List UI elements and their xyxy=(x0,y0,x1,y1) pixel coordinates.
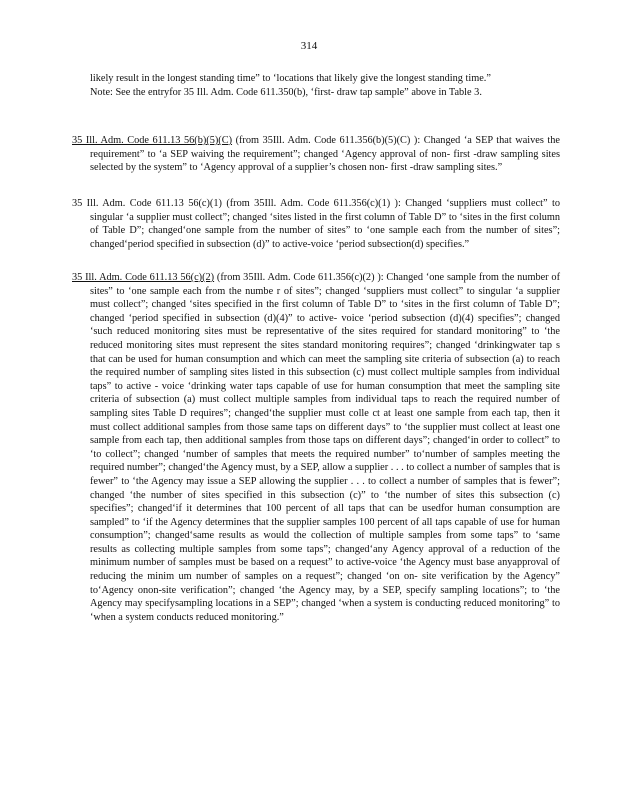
entry-citation: 35 Ill. Adm. Code 611.13 56(b)(5)(C) xyxy=(72,135,233,146)
entry-611-1356-c-2 xyxy=(72,271,560,624)
entry-611-1356-c-1 xyxy=(72,197,560,251)
intro-continuation: likely result in the longest standing time” to ‘locations that likely give the longest standing time.” xyxy=(90,73,491,84)
intro-block xyxy=(90,72,540,99)
entry-text: (from 35Ill. Adm. Code 611.356(c)(1) ): Changed ‘suppliers must collect” to singular ‘a supplier must collect”; changed ‘sites listed in the first column of Table D” to ‘sites in the first column of Table D”; changed‘one sample from the number of sites” to ‘one sample each from the number of sites”; changed‘period specified in subsection (d)” to active-voice ‘period subsection(d) specifies.” xyxy=(90,198,560,250)
entry-611-1356-b-5-c xyxy=(72,134,560,175)
entry-text: (from 35Ill. Adm. Code 611.356(b)(5)(C) ): Changed ‘a SEP that waives the requirement” to ‘a SEP waiving the requirement”; changed ‘Agency approval of non- first -draw sampling sites selected by the system” to ‘Agency approval of a supplier’s chosen non- first -draw sampling sites.” xyxy=(90,135,560,174)
entry-text: (from 35Ill. Adm. Code 611.356(c)(2) ): Changed ‘one sample from the number of sites” to ‘one sample each from the numbe r of sites”; changed ‘suppliers must collect” to singular ‘a supplier must collect”; changed ‘sites specified in the first column of Table D” to ‘sites in the first column of Table D”; changed ‘period specified in subsection (d)(4)” to active- voice ‘period subsection (d)(4) specifies”; changed ‘such reduced monitoring sites must be representative of the sites required for standard monitoring” to ‘the reduced monitoring sites must represent the sites standard monitoring requires”; changed ‘drinkingwater tap s that can be used for human consumption and which can meet the sampling site criteria of subsection (a) to reach the required number of sampling sites listed in this subsection (c) must collect multiple samples from individual taps” to active - voice ‘drinking water taps capable of use for human consumption that meet the sampling site criteria of subsection (a) must collect multiple samples from individual taps to reach the required number of sampling sites Table D requires”; changed‘the supplier must colle ct at least one sample from each tap, then it must collect additional samples from those same taps on different days” to ‘the supplier must collect at least one sample from each tap, then additional samples from those taps on different days”; changed‘in order to collect” to ‘to collect”; changed ‘number of samples that meets the required number” to‘number of samples meeting the required number”; changed‘the Agency must, by a SEP, allow a supplier . . . to collect a number of samples that is fewer” to ‘the Agency may issue a SEP allowing the supplier . . . to collect a number of samples that is fewer”; changed ‘the number of sites specified in this subsection (c)” to ‘the number of sites this subsection (c) specifies”; changed‘if it determines that 100 percent of all taps that can be usedfor human consumption are sampled” to ‘if the Agency determines that the supplier samples 100 percent of all taps capable of use for human consumption”; changed‘same results as would the collection of multiple samples from some taps” to ‘same results as collecting multiple samples from some taps”; changed‘any Agency approval of a reduction of the minimum number of samples must be based on a request” to active-voice ‘the Agency must base anyapproval of reducing the minim um number of samples on a request”; changed ‘on on- site verification by the Agency” to‘Agency onon-site verification”; changed ‘the Agency may, by a SEP, specify sampling locations”; to ‘the Agency may specifysampling locations in a SEP”; changed ‘when a system is conducting reduced monitoring” to ‘when a system conducts reduced monitoring.” xyxy=(90,272,560,623)
intro-note: Note: See the entryfor 35 Ill. Adm. Code 611.350(b), ‘first- draw tap sample” above in Table 3. xyxy=(90,86,482,98)
page-number: 314 xyxy=(300,40,318,52)
entry-citation: 35 Ill. Adm. Code 611.13 56(c)(2) xyxy=(72,272,215,283)
entry-citation: 35 Ill. Adm. Code 611.13 56(c)(1) xyxy=(72,198,222,209)
